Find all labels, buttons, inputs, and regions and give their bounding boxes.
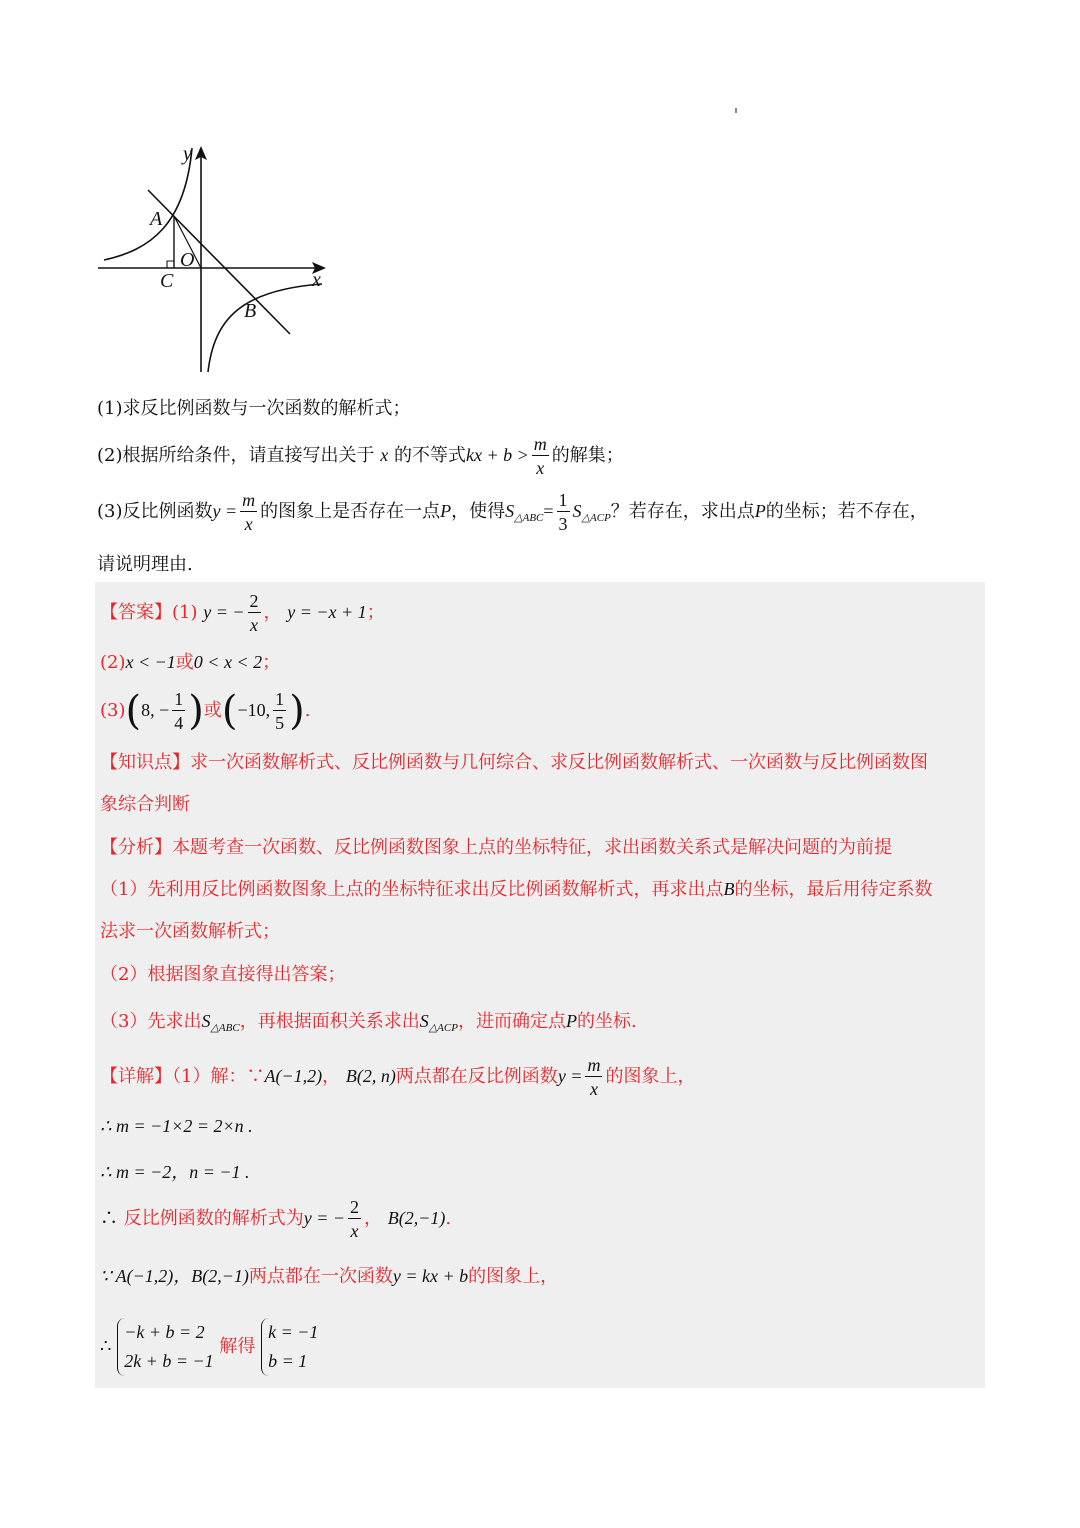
detail-4-fraction: $\frac{2}{x}$ bbox=[350, 1197, 360, 1241]
analysis-point-b: B bbox=[723, 879, 735, 899]
line-ab bbox=[148, 190, 290, 334]
answer-line-2 bbox=[100, 648, 280, 674]
question-3-line2: 请说明理由. bbox=[97, 554, 193, 575]
question-2 bbox=[97, 434, 624, 476]
analysis-point-p: P bbox=[565, 1011, 577, 1031]
answer-2-part1: x < −1 bbox=[125, 652, 176, 672]
answer-2-or: 或 bbox=[175, 652, 194, 673]
analysis-area-acp: $S_{\triangle ACP}$ bbox=[419, 1011, 458, 1034]
label-b: B bbox=[244, 300, 257, 322]
q2-expr: kx + b > bbox=[465, 445, 529, 465]
detail-solve-word: 解得 bbox=[219, 1336, 256, 1357]
answer-3-point2-x: −10, bbox=[237, 700, 271, 720]
detail-line-2: ∴ m = −1×2 = 2×n . bbox=[100, 1116, 253, 1136]
answer-2-prefix: (2) bbox=[100, 652, 126, 673]
q3-text-e: 的坐标；若不存在， bbox=[765, 501, 928, 522]
analysis-tag: 【分析】 bbox=[100, 837, 172, 858]
answer-2-end: ； bbox=[262, 652, 281, 673]
answer-1-fraction: $\frac{2}{x}$ bbox=[249, 591, 259, 635]
q3-text-d: ？若存在，求出点 bbox=[610, 501, 755, 522]
detail-5-points: ∵ A(−1,2)，B(2,−1) bbox=[100, 1266, 249, 1286]
answer-3-prefix: (3) bbox=[100, 700, 126, 721]
answer-1-line: y = −x + 1 bbox=[287, 602, 367, 622]
analysis-point-2: （2）根据图象直接得出答案； bbox=[100, 964, 346, 985]
label-x: x bbox=[312, 269, 321, 291]
q3-point-p2: P bbox=[754, 501, 766, 521]
hyperbola-branch-right bbox=[208, 284, 322, 372]
label-a: A bbox=[150, 208, 163, 230]
q3-text-c: ，使得 bbox=[451, 501, 506, 522]
question-3 bbox=[97, 490, 928, 532]
answer-3-point2-fraction: $\frac{1}{5}$ bbox=[275, 689, 285, 733]
q3-equals: = bbox=[543, 501, 554, 521]
detail-line-3: ∴ m = −2，n = −1 . bbox=[100, 1162, 250, 1182]
q3-text-b: 的图象上是否存在一点 bbox=[260, 501, 441, 522]
answer-1-prefix: (1) bbox=[172, 602, 198, 623]
function-graph-figure bbox=[90, 140, 350, 380]
q2-text-a: (2)根据所给条件，请直接写出关于 bbox=[97, 445, 375, 466]
knowledge-text-1: 求一次函数解析式、反比例函数与几何综合、求反比例函数解析式、一次函数与反比例函数图 bbox=[190, 752, 928, 773]
detail-point-b: B(2, n) bbox=[345, 1066, 396, 1086]
equation-system: −k + b = 2 2k + b = −1 bbox=[117, 1318, 213, 1376]
q3-point-p: P bbox=[440, 501, 452, 521]
knowledge-line-2: 象综合判断 bbox=[100, 794, 190, 815]
analysis-line-1 bbox=[100, 833, 892, 859]
label-o: O bbox=[180, 249, 195, 271]
solution-system: k = −1 b = 1 bbox=[261, 1318, 318, 1376]
q2-text-c: 的解集； bbox=[551, 445, 624, 466]
answer-3-point1-fraction: $\frac{1}{4}$ bbox=[174, 689, 184, 733]
detail-point-a: A(−1,2) bbox=[264, 1066, 323, 1086]
answer-1-end: ； bbox=[366, 602, 385, 623]
detail-5-line: y = kx + b bbox=[392, 1266, 469, 1286]
right-angle-mark bbox=[167, 261, 174, 268]
answer-1-y: y = − bbox=[203, 602, 245, 622]
detail-line-5: ∵ A(−1,2)，B(2,−1)两点都在一次函数y = kx + b的图象上， bbox=[100, 1266, 559, 1287]
detail-line-1: 【详解】（1）解：∵A(−1,2)， B(2, n)两点都在反比例函数y = $\frac{m}{x}$ 的图象上， bbox=[100, 1055, 696, 1099]
detail-y: y = bbox=[557, 1066, 583, 1086]
answer-3-end: . bbox=[304, 700, 311, 721]
q3-y: y = bbox=[212, 501, 238, 521]
analysis-point-1-line2: 法求一次函数解析式； bbox=[100, 921, 280, 942]
detail-4-point-b: B(2,−1) bbox=[387, 1208, 446, 1228]
q3-area-acp: $S_{\triangle ACP}$ bbox=[572, 501, 611, 524]
detail-4-y: y = − bbox=[303, 1208, 346, 1228]
label-c: C bbox=[160, 270, 174, 292]
analysis-area-abc: $S_{\triangle ABC}$ bbox=[201, 1011, 240, 1034]
analysis-point-3: （3）先求出$S_{\triangle ABC}$，再根据面积关系求出$S_{\triangle ACP}$，进而确定点P的坐标. bbox=[100, 1011, 637, 1034]
answer-2-part2: 0 < x < 2 bbox=[193, 652, 263, 672]
hyperbola-branch-left bbox=[104, 148, 192, 260]
label-y: y bbox=[183, 143, 192, 165]
detail-line-4: ∴ 反比例函数的解析式为y = − $\frac{2}{x}$ ， B(2,−1). bbox=[100, 1197, 452, 1241]
q2-var-x: x bbox=[380, 445, 389, 465]
analysis-point-1: （1）先利用反比例函数图象上点的坐标特征求出反比例函数解析式，再求出点B的坐标，最后用待定系数 bbox=[100, 879, 933, 900]
detail-tag: 【详解】 bbox=[100, 1066, 172, 1087]
q3-fraction-mx: $\frac{m}{x}$ bbox=[242, 490, 256, 534]
answer-line-1 bbox=[100, 590, 385, 634]
detail-fraction-mx: $\frac{m}{x}$ bbox=[587, 1055, 601, 1099]
q3-fraction-third: $\frac{1}{3}$ bbox=[558, 490, 568, 534]
q2-text-b: 的不等式 bbox=[393, 445, 466, 466]
answer-3-point1-x: 8, − bbox=[141, 700, 170, 720]
detail-line-6: ∴ −k + b = 2 2k + b = −1 解得 k = −1 b = 1 bbox=[100, 1316, 318, 1378]
answer-line-3: (3)(8, − $\frac{1}{4}$ )或(−10, $\frac{1}{5}$ ). bbox=[100, 688, 311, 734]
knowledge-line-1 bbox=[100, 748, 928, 774]
knowledge-tag: 【知识点】 bbox=[100, 752, 190, 773]
answer-tag: 【答案】 bbox=[100, 602, 172, 623]
question-1: (1)求反比例函数与一次函数的解析式； bbox=[97, 398, 411, 419]
answer-1-sep: ， bbox=[263, 602, 282, 623]
q3-area-abc: $S_{\triangle ABC}$ bbox=[505, 501, 544, 524]
dot-mark bbox=[735, 108, 737, 113]
q3-text-a: (3)反比例函数 bbox=[97, 501, 213, 522]
answer-3-or: 或 bbox=[203, 700, 222, 721]
analysis-text-1: 本题考查一次函数、反比例函数图象上点的坐标特征，求出函数关系式是解决问题的为前提 bbox=[172, 837, 892, 858]
q2-fraction: $\frac{m}{x}$ bbox=[533, 434, 547, 478]
